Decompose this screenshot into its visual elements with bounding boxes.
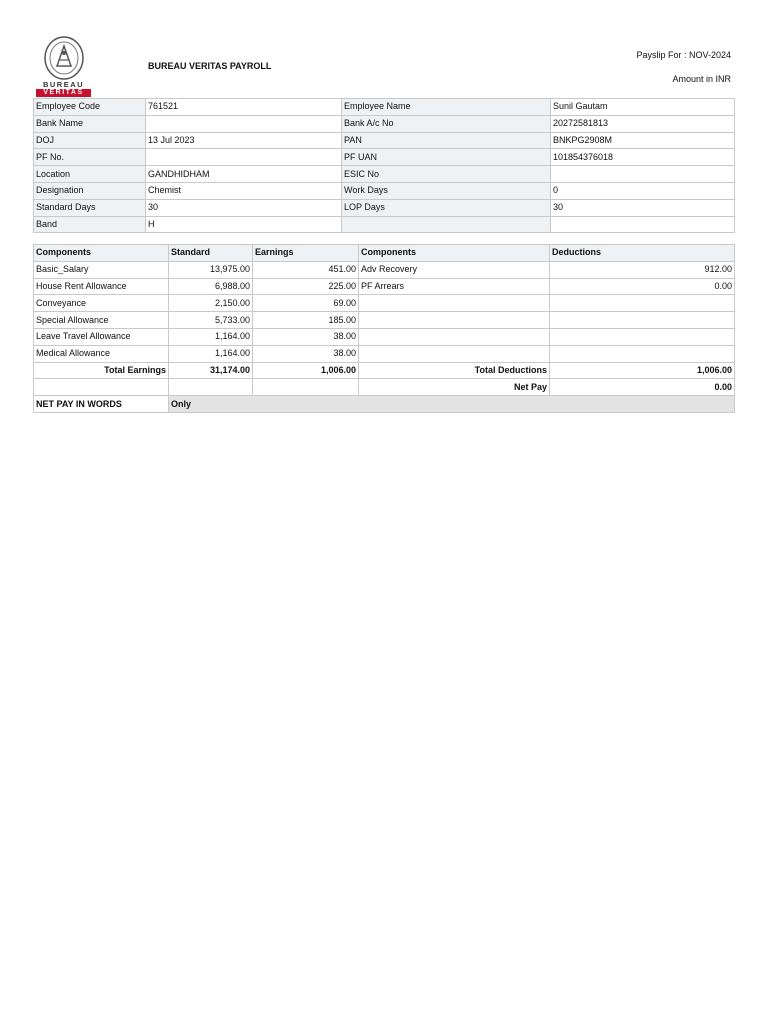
deduction-component [359, 345, 550, 362]
info-label: Employee Name [342, 99, 551, 116]
info-label: Band [34, 216, 146, 233]
pay-row [34, 312, 735, 329]
info-value: 30 [146, 199, 342, 216]
total-earnings-label: Total Earnings [34, 362, 169, 379]
info-value [551, 216, 735, 233]
info-label: Work Days [342, 182, 551, 199]
net-pay-label: Net Pay [359, 379, 550, 396]
info-label: Bank Name [34, 115, 146, 132]
pay-row [34, 295, 735, 312]
total-earnings: 1,006.00 [253, 362, 359, 379]
pay-row [34, 261, 735, 278]
info-label: Designation [34, 182, 146, 199]
standard-amount: 2,150.00 [169, 295, 253, 312]
info-label: ESIC No [342, 166, 551, 183]
info-value: 20272581813 [551, 115, 735, 132]
deduction-amount: 0.00 [550, 278, 735, 295]
info-value: Chemist [146, 182, 342, 199]
total-standard: 31,174.00 [169, 362, 253, 379]
employee-info-row [34, 216, 735, 233]
info-label: PF UAN [342, 149, 551, 166]
info-value: 13 Jul 2023 [146, 132, 342, 149]
earnings-deductions-table [33, 244, 735, 413]
info-label: Bank A/c No [342, 115, 551, 132]
info-label: Location [34, 166, 146, 183]
deduction-amount [550, 312, 735, 329]
deduction-component: PF Arrears [359, 278, 550, 295]
col-header-deduction-components: Components [359, 245, 550, 262]
net-pay-value: 0.00 [550, 379, 735, 396]
net-pay-row [34, 379, 735, 396]
page-title: BUREAU VERITAS PAYROLL [148, 61, 272, 71]
earning-amount: 38.00 [253, 345, 359, 362]
earning-component: Basic_Salary [34, 261, 169, 278]
deduction-amount [550, 328, 735, 345]
deduction-component: Adv Recovery [359, 261, 550, 278]
info-value: H [146, 216, 342, 233]
deduction-amount: 912.00 [550, 261, 735, 278]
logo-text-veritas: VERITAS [36, 89, 91, 97]
info-label: LOP Days [342, 199, 551, 216]
col-header-earnings: Earnings [253, 245, 359, 262]
info-value [146, 115, 342, 132]
logo-text-bureau: BUREAU [36, 81, 91, 89]
payslip-period: Payslip For : NOV-2024 [636, 50, 731, 60]
earning-component: House Rent Allowance [34, 278, 169, 295]
pay-row [34, 345, 735, 362]
total-deductions-label: Total Deductions [359, 362, 550, 379]
employee-info-row [34, 132, 735, 149]
standard-amount: 13,975.00 [169, 261, 253, 278]
info-value [551, 166, 735, 183]
info-label [342, 216, 551, 233]
standard-amount: 1,164.00 [169, 345, 253, 362]
info-value: Sunil Gautam [551, 99, 735, 116]
empty-cell [34, 379, 169, 396]
info-label: Employee Code [34, 99, 146, 116]
info-value: BNKPG2908M [551, 132, 735, 149]
info-value [146, 149, 342, 166]
employee-info-row [34, 99, 735, 116]
deduction-amount [550, 345, 735, 362]
standard-amount: 6,988.00 [169, 278, 253, 295]
bureau-veritas-emblem-icon [44, 36, 84, 80]
col-header-deductions: Deductions [550, 245, 735, 262]
info-value: 30 [551, 199, 735, 216]
employee-info-row [34, 149, 735, 166]
empty-cell [169, 379, 253, 396]
col-header-components: Components [34, 245, 169, 262]
deduction-amount [550, 295, 735, 312]
info-label: PAN [342, 132, 551, 149]
standard-amount: 5,733.00 [169, 312, 253, 329]
net-pay-words-row [34, 396, 735, 413]
deduction-component [359, 312, 550, 329]
info-value: GANDHIDHAM [146, 166, 342, 183]
info-label: PF No. [34, 149, 146, 166]
info-value: 0 [551, 182, 735, 199]
info-label: DOJ [34, 132, 146, 149]
earning-amount: 38.00 [253, 328, 359, 345]
col-header-standard: Standard [169, 245, 253, 262]
net-pay-words-value: Only [169, 396, 735, 413]
employee-info-row [34, 199, 735, 216]
earning-component: Medical Allowance [34, 345, 169, 362]
employee-info-row [34, 182, 735, 199]
standard-amount: 1,164.00 [169, 328, 253, 345]
company-logo [35, 36, 92, 98]
employee-info-row [34, 115, 735, 132]
employee-info-row [34, 166, 735, 183]
deduction-component [359, 328, 550, 345]
total-deductions: 1,006.00 [550, 362, 735, 379]
earning-amount: 225.00 [253, 278, 359, 295]
empty-cell [253, 379, 359, 396]
earning-component: Conveyance [34, 295, 169, 312]
earning-amount: 451.00 [253, 261, 359, 278]
pay-row [34, 328, 735, 345]
currency-note: Amount in INR [672, 74, 731, 84]
table-header-row [34, 245, 735, 262]
earning-amount: 69.00 [253, 295, 359, 312]
earning-component: Leave Travel Allowance [34, 328, 169, 345]
totals-row [34, 362, 735, 379]
earning-amount: 185.00 [253, 312, 359, 329]
info-label: Standard Days [34, 199, 146, 216]
net-pay-words-label: NET PAY IN WORDS [34, 396, 169, 413]
deduction-component [359, 295, 550, 312]
info-value: 761521 [146, 99, 342, 116]
earning-component: Special Allowance [34, 312, 169, 329]
employee-info-table [33, 98, 735, 233]
info-value: 101854376018 [551, 149, 735, 166]
pay-row [34, 278, 735, 295]
